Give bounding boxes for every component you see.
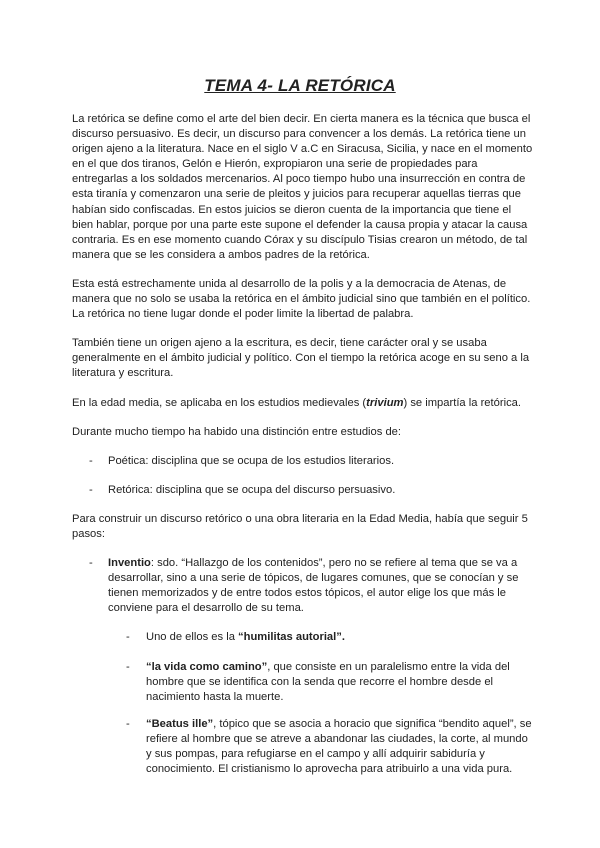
page-title: TEMA 4- LA RETÓRICA [204, 76, 396, 95]
paragraph-five-steps: Para construir un discurso retórico o una obra literaria en la Edad Media, había que seguir 5 pasos: [72, 512, 528, 540]
list-dash: - [126, 631, 130, 644]
trivium-term: trivium [366, 396, 404, 409]
paragraph-middle-ages [72, 396, 534, 411]
topic-vida-camino [72, 660, 534, 705]
inventio-term: Inventio [108, 557, 151, 570]
list-item-poetica [72, 454, 534, 469]
list-dash: - [89, 454, 93, 467]
vida-camino-term: “la vida como camino” [146, 660, 268, 673]
paragraph-polis: Esta está estrechamente unida al desarrollo de la polis y a la democracia de Atenas, de manera que no solo se usaba la retórica en el ámbito judicial sino que también en el político. La retórica no tiene lugar donde el poder limite la libertad de palabra. [72, 277, 531, 321]
paragraph-distinction: Durante mucho tiempo ha habido una distinción entre estudios de: [72, 425, 401, 438]
topic-beatus-ille [72, 717, 534, 777]
list-item-text: Poética: disciplina que se ocupa de los estudios literarios. [108, 454, 395, 467]
topic-humilitas [72, 630, 534, 645]
list-item-retorica [72, 483, 534, 498]
inventio-text: : sdo. “Hallazgo de los contenidos”, pero no se refiere al tema que se va a desarrollar, sino a una serie de tópicos, de lugares comunes, que se conocían y se tienen memorizados y de entre todos estos tópicos, el autor elige los que más le conviene para el desarrollo de su tema. [108, 557, 519, 615]
middle-ages-text-start: En la edad media, se aplicaba en los estudios medievales ( [72, 396, 367, 409]
paragraph-definition: La retórica se define como el arte del bien decir. En cierta manera es la técnica que busca el discurso persuasivo. Es decir, un discurso para convencer a los demás. La retórica tiene un origen ajeno a la literatura. Nace en el siglo V a.C en Siracusa, Sicilia, y nace en el momento en el que dos tiranos, Gelón e Hierón, expropiaron una serie de propiedades para entregarlas a los soldados mercenarios. Al poco tiempo hubo una insurrección en contra de esta tiranía y comenzaron una serie de pleitos y juicios para recuperar aquellas tierras que habían sido confiscadas. En estos juicios se dieron cuenta de la importancia que tiene el bien hablar, porque por una parte este supone el defender la causa propia y atacar la causa contraria. Es en ese momento cuando Córax y su discípulo Tisias crearon un método, de tal manera que se les considera a ambos padres de la retórica. [72, 113, 533, 261]
list-dash: - [126, 717, 130, 730]
humilitas-term: “humilitas autorial”. [238, 631, 345, 644]
list-dash: - [89, 483, 93, 496]
document-body [72, 112, 534, 777]
list-dash: - [89, 557, 93, 570]
list-dash: - [126, 660, 130, 673]
humilitas-text: Uno de ellos es la [146, 631, 239, 644]
vida-camino-text: , que consiste en un paralelismo entre la vida del hombre que se identifica con la senda que recorre el hombre desde el nacimiento hasta la muerte. [146, 660, 510, 703]
list-item-inventio [72, 556, 534, 616]
beatus-ille-term: “Beatus ille” [146, 717, 214, 730]
paragraph-oral-origin: También tiene un origen ajeno a la escritura, es decir, tiene carácter oral y se usaba generalmente en el ámbito judicial y político. Con el tiempo la retórica acoge en su seno a la literatura y escritura. [72, 337, 530, 380]
list-item-text: Retórica: disciplina que se ocupa del discurso persuasivo. [108, 483, 396, 496]
beatus-ille-text: , tópico que se asocia a horacio que significa “bendito aquel”, se refiere al hombre que se atreve a abandonar las ciudades, la corte, al mundo y sus pompas, para refugiarse en el campo y allí adquirir sabiduría y conocimiento. El cristianismo lo aprovecha para atribuirlo a una vida pura. [146, 717, 532, 776]
middle-ages-text-end: ) se impartía la retórica. [403, 396, 521, 409]
